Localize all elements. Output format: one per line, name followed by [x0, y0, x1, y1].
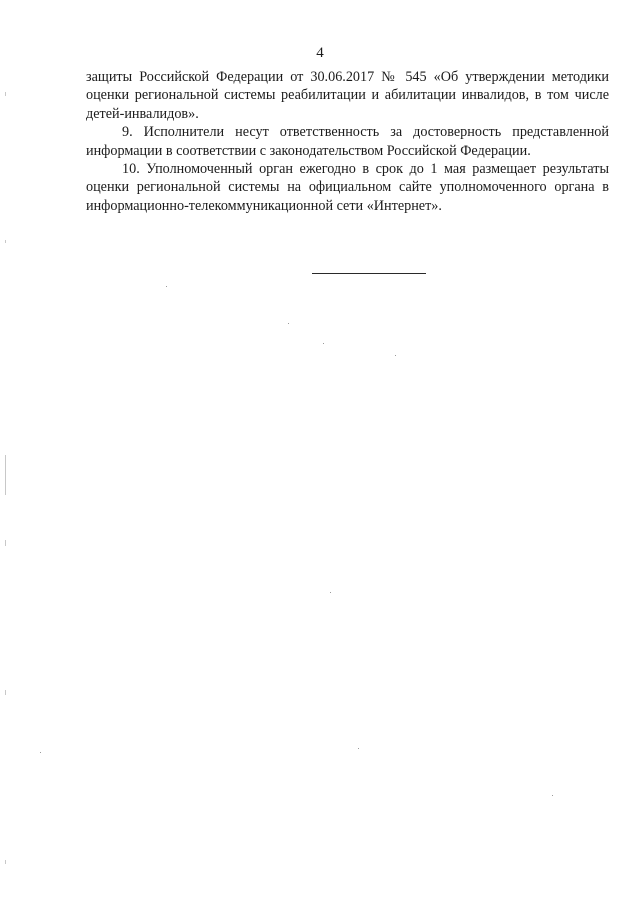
- scan-artifact: [5, 690, 6, 695]
- scan-artifact: [5, 92, 6, 96]
- document-body: [86, 68, 609, 215]
- end-of-document-rule: [312, 273, 426, 274]
- scan-artifact: [166, 286, 167, 287]
- scan-artifact: [395, 355, 396, 356]
- scan-artifact: [5, 540, 6, 546]
- scan-artifact: [5, 860, 6, 864]
- scan-artifact: [288, 323, 289, 324]
- paragraph-item-10: 10. Уполномоченный орган ежегодно в срок до 1 мая размещает результаты оценки региональной системы на официальном сайте уполномоченного органа в информационно-телекоммуникационной сети «Интернет».: [86, 161, 609, 214]
- scan-artifact: [358, 748, 359, 749]
- scan-artifact: [330, 592, 331, 593]
- scan-artifact: [5, 240, 6, 243]
- paragraph-continuation: защиты Российской Федерации от 30.06.2017 № 545 «Об утверждении методики оценки региональной системы реабилитации и абилитации инвалидов, в том числе детей-инвалидов».: [86, 69, 609, 122]
- scan-artifact: [40, 752, 41, 753]
- scan-artifact: [5, 455, 6, 495]
- scan-artifact: [552, 795, 553, 796]
- paragraph-item-9: 9. Исполнители несут ответственность за достоверность представленной информации в соответствии с законодательством Российской Федерации.: [86, 124, 609, 159]
- page-number: 4: [316, 45, 324, 61]
- scan-artifact: [323, 343, 324, 344]
